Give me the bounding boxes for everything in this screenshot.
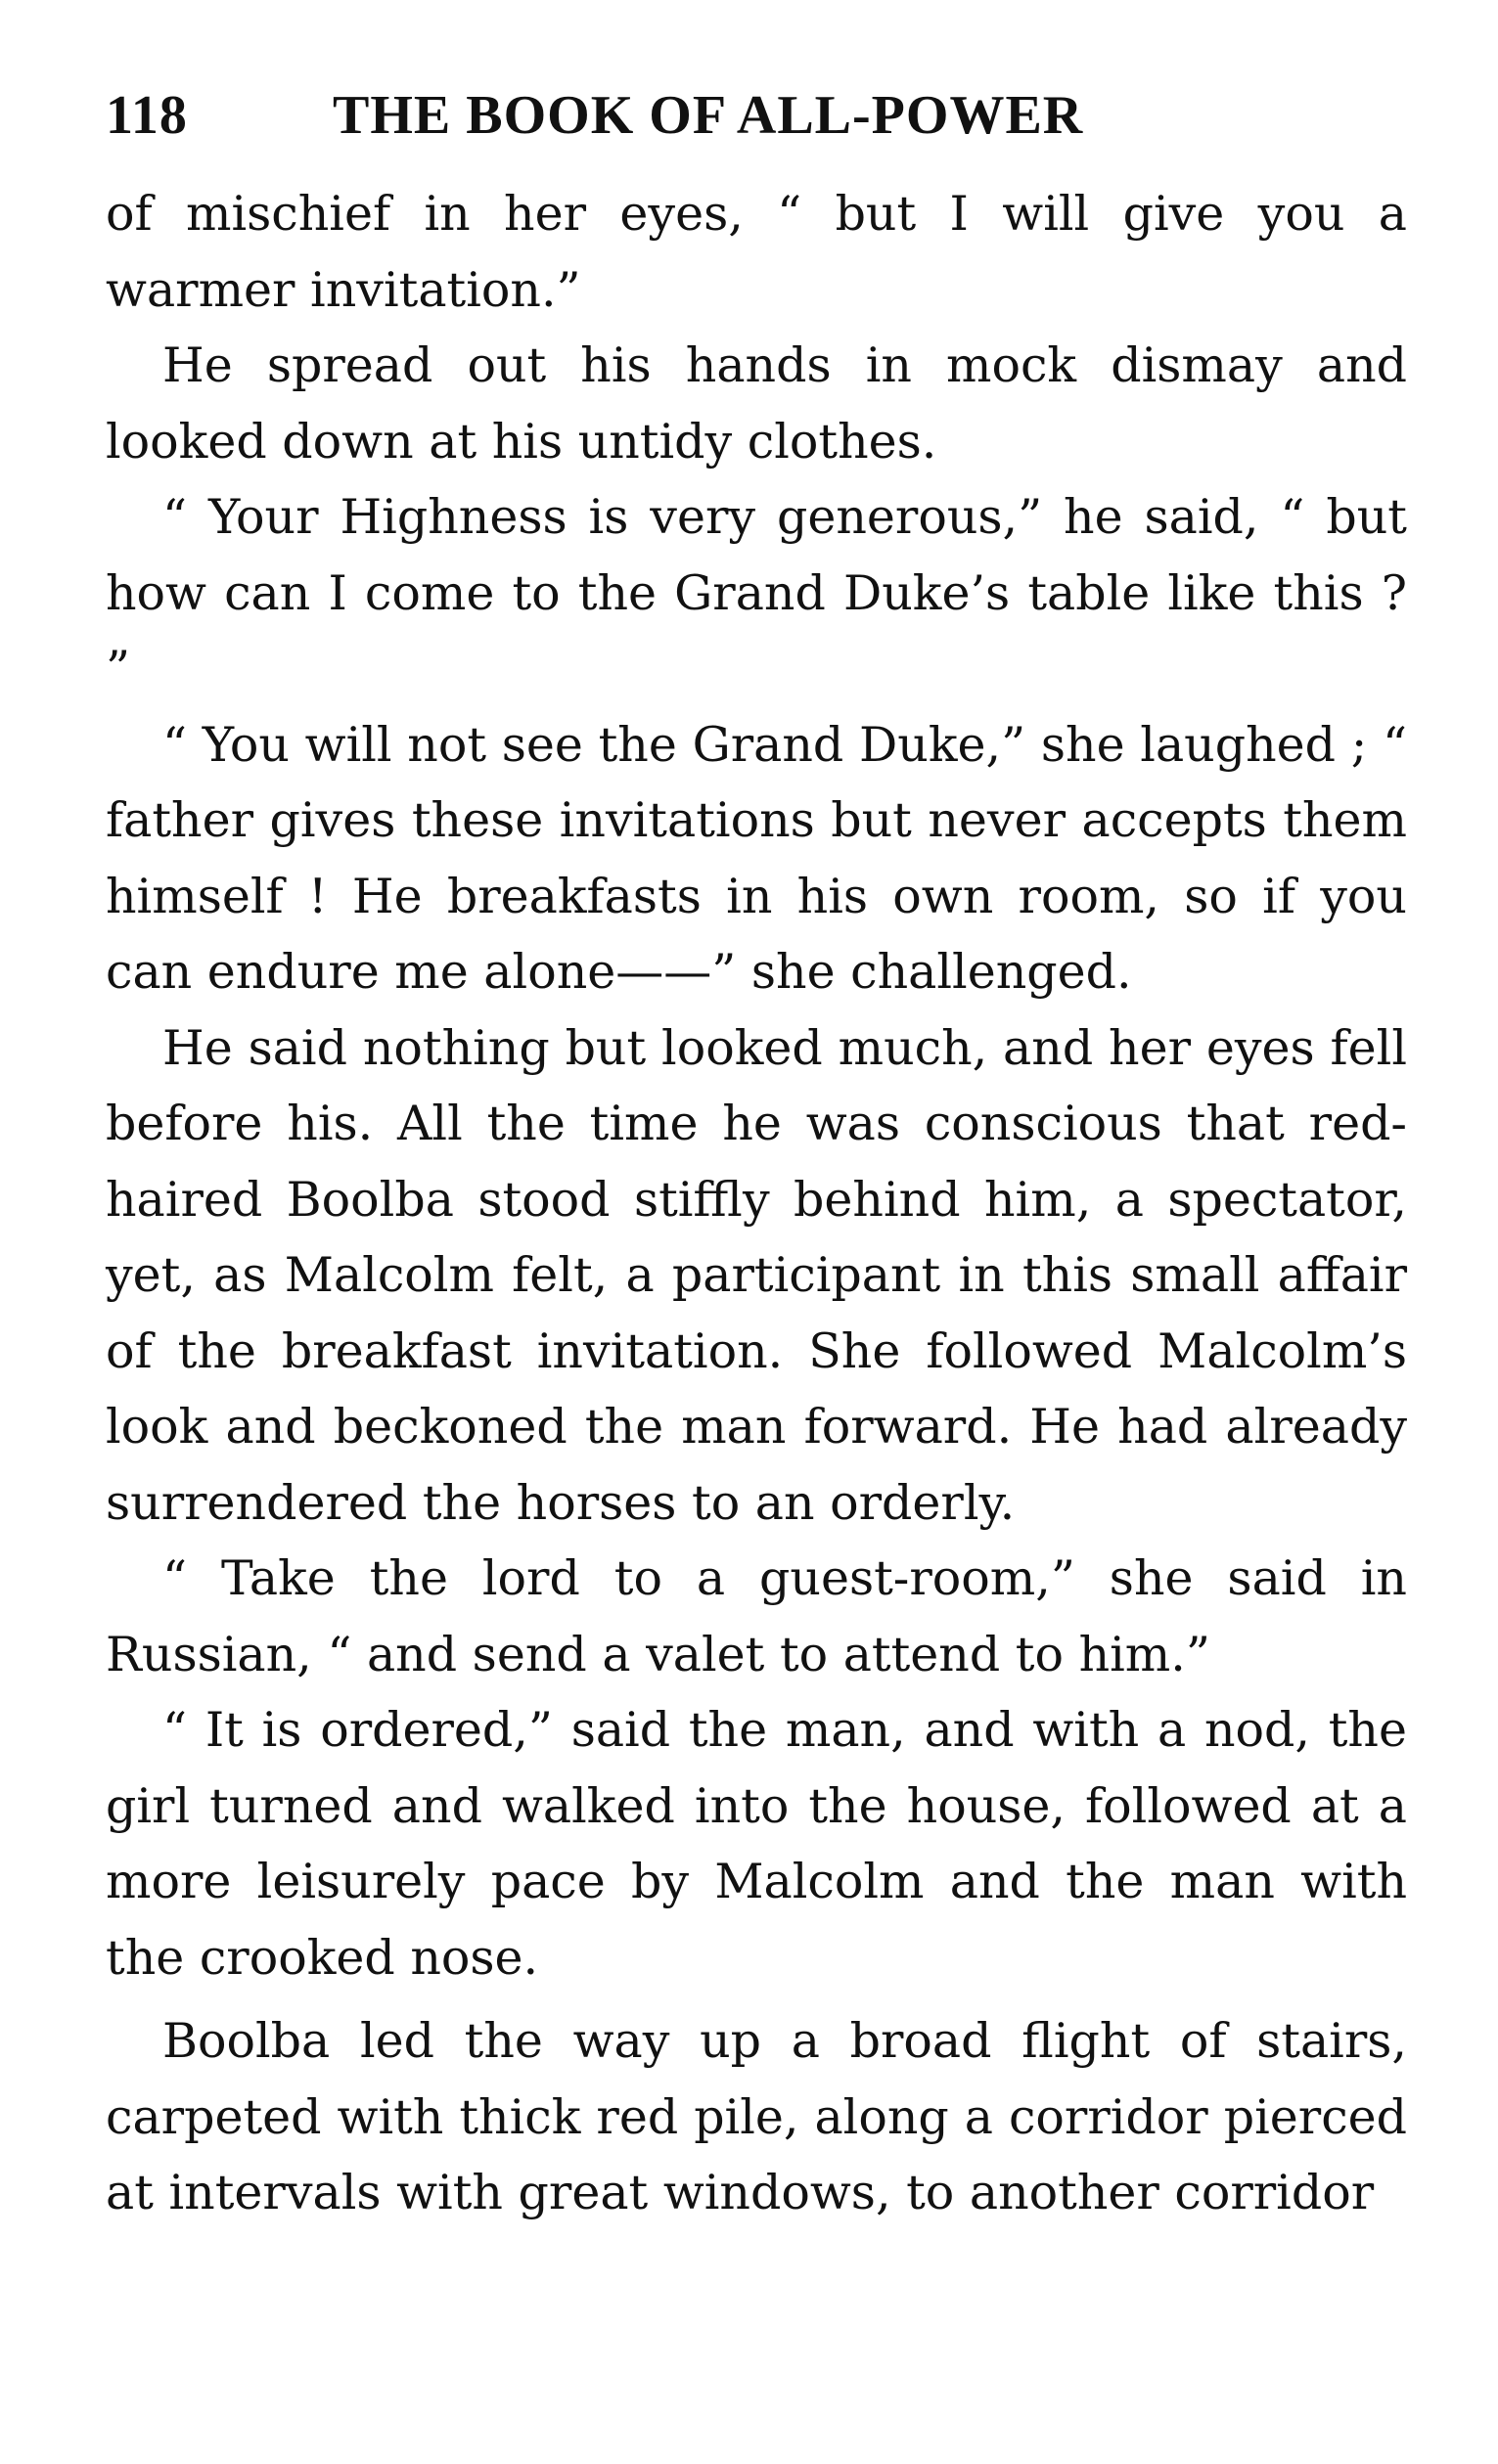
paragraph: “ You will not see the Grand Duke,” she laughed ; “ father gives these invitations but never accepts them himself ! He breakfasts in his own room, so if you can endure me alone——” she challenged. (106, 716, 1407, 1000)
running-head: THE BOOK OF ALL-POWER (333, 85, 1084, 146)
page-number: 118 (106, 85, 188, 146)
paragraph: He spread out his hands in mock dismay and looked down at his untidy clothes. (106, 337, 1407, 470)
paragraph: He said nothing but looked much, and her eyes fell before his. All the time he was conscious that red-haired Boolba stood stiffly behind him, a spectator, yet, as Malcolm felt, a participant in this small affair of the breakfast invitation. She followed Malcolm’s look and beckoned the man forward. He had already surrendered the horses to an orderly. (106, 1019, 1407, 1531)
paragraph: Boolba led the way up a broad flight of stairs, carpeted with thick red pile, along a corridor pierced at intervals with great windows, to another corridor (106, 2013, 1407, 2220)
paragraph: “ It is ordered,” said the man, and with a nod, the girl turned and walked into the house, followed at a more leisurely pace by Malcolm and the man with the crooked nose. (106, 1702, 1407, 1986)
page-header (106, 85, 1407, 164)
paragraph: “ Take the lord to a guest-room,” she said in Russian, “ and send a valet to attend to him.” (106, 1550, 1407, 1682)
body-text (106, 176, 1407, 2231)
paragraph: of mischief in her eyes, “ but I will give you a warmer invitation.” (106, 186, 1407, 318)
paragraph: “ Your Highness is very generous,” he said, “ but how can I come to the Grand Duke’s table like this ? ” (106, 489, 1407, 696)
book-page (106, 85, 1407, 2231)
